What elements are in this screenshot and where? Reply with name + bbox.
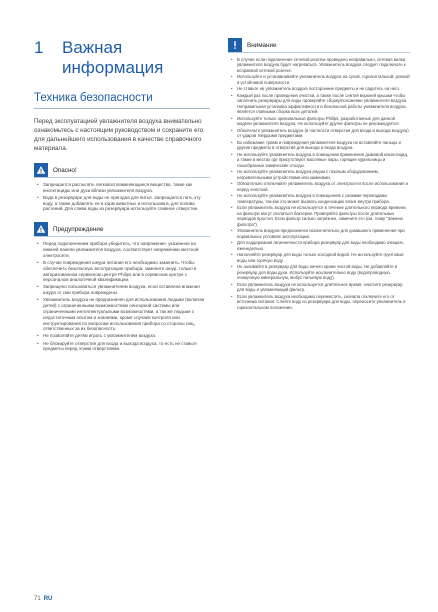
chapter-title [62, 38, 163, 78]
list-item: • Если увлажнитель воздуха не используется в течение длительного периода времени, на фильтре могут скопиться бактерии. Проверяйте фильтры после длительных периодов простоя. Если фильтр сильно загрязнен, замените его (см. главу "Замена фильтра"). [237, 205, 410, 227]
list-item: • В случае повреждения шнура питания его необходимо заменить. Чтобы обеспечить безопасную эксплуатацию прибора, замените шнур, только в авторизованном сервисном центре Philips или в сервисном центре с персоналом аналогичной квалификации. [43, 260, 210, 283]
list-item: • Не позволяйте детям играть с увлажнителем воздуха. [43, 333, 210, 339]
warning-triangle-icon [34, 163, 48, 177]
exclamation-icon [228, 38, 242, 52]
list-item: • Не блокируйте отверстия для входа и выхода воздуха, то есть не ставьте предметы перед этими отверстиями. [43, 341, 210, 353]
list-item: • Перед подключением прибора убедитесь, что напряжение, указанное на нижней панели увлажнителя воздуха, соответствует напряжению местной электросети. [43, 241, 210, 258]
list-item: • Если увлажнитель воздуха необходимо переместить, сначала отключите его от источника питания. Слейте воду из резервуара для воды, переносите увлажнитель в горизонтальном положении. [237, 294, 410, 310]
page-footer [34, 596, 52, 602]
list-item: • Если увлажнитель воздуха не используется длительное время, очистите резервуар для воды и увлажняющий фильтр. [237, 282, 410, 293]
list-item: • Не используйте увлажнитель воздуха в помещении применения дымовой инсектицид, а также в местах где присутствуют масляные пары, горящие курильницы и газообразные химические отходы. [237, 152, 410, 168]
list-item: • Каждый раз после проведения очистки, а также после снятия верхней крышки чтобы заполнить резервуары для воды проверяйте сборку/положение увлажнителя воздуха. Неправильная установка эффективности и безопасной работы увлажнителя воздуха является главными сборка всех деталей. [237, 93, 410, 115]
chapter-title-line2: информация [62, 58, 164, 77]
list-item: • Обеспечьте увлажнитель воздуха (в частности отверстия для входа и выхода воздуха) от ударов твердыми предметами. [237, 128, 410, 139]
list-item: • Во избежание травм и повреждения увлажнителя воздуха не вставляйте пальцы и другие предметы в отверстия для выхода и входа воздуха. [237, 140, 410, 151]
caution-box [34, 222, 210, 352]
list-item: • В случае если подключение сетевой розетки проведено неправильно, сетевая вилка увлажнителя воздуха будет нагреваться. Увлажнитель воздуха следует подключать к исправной сетевой розетке. [237, 57, 410, 73]
list-item: • Не используйте увлажнитель воздуха в помещениях с резкими перепадами температуры, так как это может вызвать конденсацию влаги внутри прибора. [237, 193, 410, 204]
warning-title: Внимание [247, 41, 277, 49]
warning-box [228, 38, 410, 310]
right-column [228, 38, 410, 311]
list-item: • Обязательно отключайте увлажнитель воздуха от электросети после использования и перед очисткой. [237, 181, 410, 192]
list-item: • Используйте и устанавливайте увлажнитель воздуха на сухой, горизонтальной, ровной и устойчивой поверхности. [237, 74, 410, 85]
list-item: • Запрещается распылять легковоспламеняющиеся вещества, такие как инсектициды или духи вблизи увлажнителя воздуха. [43, 182, 210, 194]
intro-paragraph: Перед эксплуатацией увлажнителя воздуха внимательно ознакомьтесь с настоящим руководством и сохраните его для дальнейшего использования в качестве справочного материала. [34, 118, 204, 152]
warning-list [228, 57, 410, 310]
danger-title: Опасно! [53, 166, 77, 174]
language-code: RU [43, 596, 53, 602]
chapter-number: 1 [34, 38, 44, 57]
list-item: • Увлажнитель воздуха не предназначен для использования людьми (включая детей) с ограниченными возможностями сенсорной системы или ограниченными интеллектуальными возможностями, а так же людьми с недостаточным опытом и знаниями, кроме случаев контроля или инструктирования по вопросам использования прибора со стороны лиц, ответственных за их безопасность. [43, 297, 210, 332]
list-item: • Запрещено пользоваться увлажнителем воздуха, если оставлена влажная шкура от сми прибора повреждены. [43, 284, 210, 296]
list-item: • Для поддержания гигиеничности прибора резервуар для воды необходимо очищать еженедельно. [237, 240, 410, 251]
warning-header [228, 38, 410, 53]
danger-header [34, 163, 210, 178]
list-item: • Не используйте увлажнитель воздуха рядом с газовым оборудованием, нагревательными устройствами или каминами. [237, 169, 410, 180]
chapter-title-line1: Важная [62, 38, 123, 57]
danger-list [34, 182, 210, 212]
page-number: 71 [34, 596, 41, 602]
list-item: • Наполняйте резервуар для воды только холодной водой. Не используйте грунтовые воды или горячую воду. [237, 252, 410, 263]
warning-triangle-icon [34, 222, 48, 236]
list-item: • Увлажнитель воздуха предназначен исключительно для домашнего применения при нормальных условиях эксплуатации. [237, 228, 410, 239]
chapter-heading [34, 38, 210, 78]
list-item: • Вода в резервуаре для воды не пригодна для питья. Запрещается пить эту воду, а также добавлять ее в корм животных и использовать для полива растений. Для слива воды из резервуара используйте сливное отверстие. [43, 195, 210, 212]
list-item: • Не ставьте на увлажнитель воздуха посторонние предметы и не садитесь на него. [237, 86, 410, 91]
caution-title: Предупреждение [53, 225, 104, 233]
danger-box [34, 163, 210, 212]
caution-list [34, 241, 210, 352]
caution-header [34, 222, 210, 237]
list-item: • Используйте только оригинальные фильтры Philips, разработанные для данной модели увлажнителя воздуха. Не используйте другие фильтры не рекомендуется. [237, 116, 410, 127]
left-column [34, 38, 210, 353]
section-title: Техника безопасности [34, 92, 210, 109]
list-item: • Не заливайте в резервуар для воды ничего кроме чистой воды. Не добавляйте в резервуар для воды духи. Используйте исключительно воду (водопроводную, очищенную минеральную, мобус питьевую воду). [237, 264, 410, 280]
